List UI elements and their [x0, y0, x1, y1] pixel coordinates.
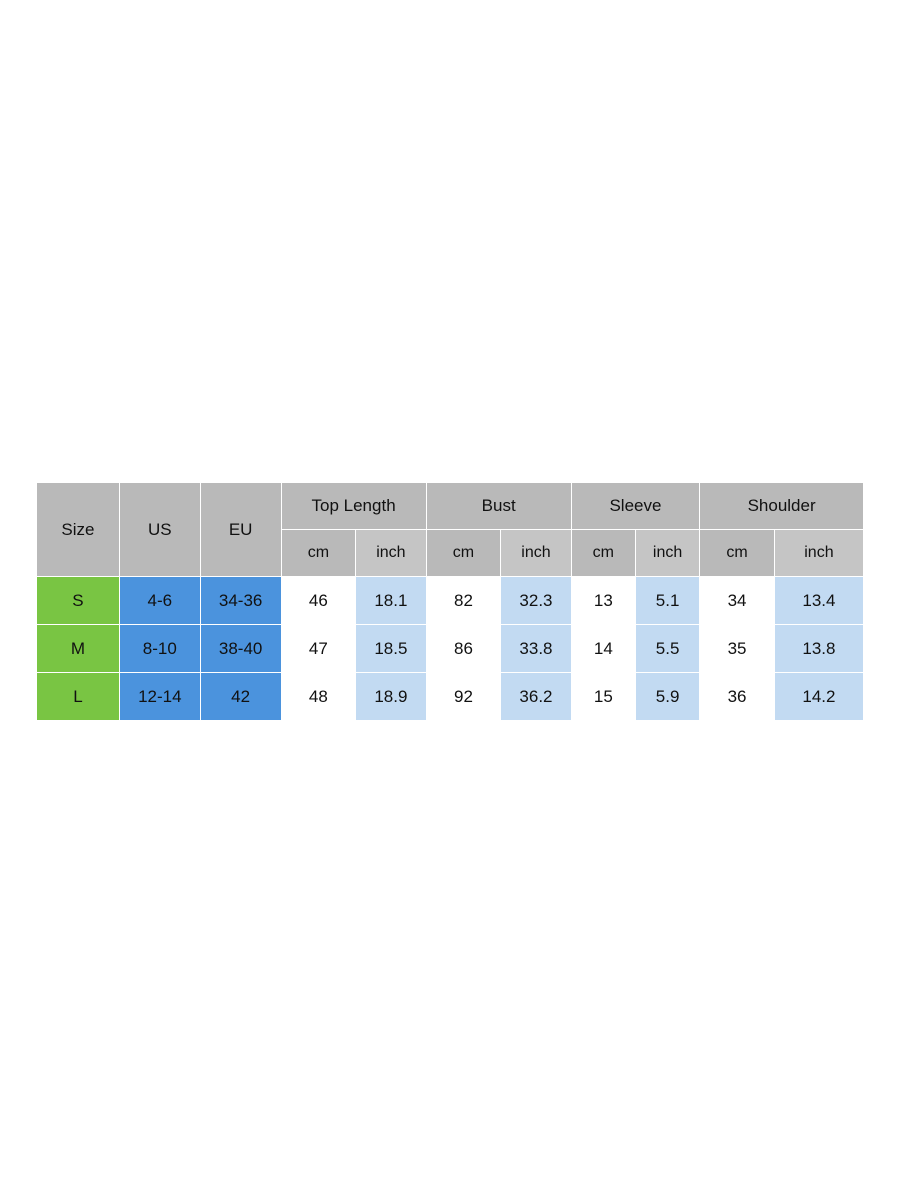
cell-size: M [37, 625, 120, 673]
unit-header-shoulder-cm: cm [700, 530, 775, 577]
unit-header-top-length-cm: cm [281, 530, 356, 577]
table-row [37, 673, 864, 721]
cell-top-length-inch: 18.5 [356, 625, 426, 673]
cell-us: 8-10 [119, 625, 200, 673]
cell-sleeve-cm: 14 [571, 625, 635, 673]
cell-bust-inch: 33.8 [501, 625, 571, 673]
table-row [37, 577, 864, 625]
cell-shoulder-inch: 13.8 [774, 625, 863, 673]
unit-header-bust-inch: inch [501, 530, 571, 577]
cell-shoulder-cm: 35 [700, 625, 775, 673]
cell-eu: 38-40 [200, 625, 281, 673]
cell-size: S [37, 577, 120, 625]
cell-bust-cm: 92 [426, 673, 501, 721]
column-header-us: US [119, 483, 200, 577]
column-header-top-length: Top Length [281, 483, 426, 530]
cell-top-length-inch: 18.9 [356, 673, 426, 721]
size-chart-container [36, 482, 864, 721]
cell-sleeve-inch: 5.1 [635, 577, 699, 625]
unit-header-sleeve-inch: inch [635, 530, 699, 577]
cell-shoulder-cm: 36 [700, 673, 775, 721]
cell-top-length-cm: 46 [281, 577, 356, 625]
unit-header-top-length-inch: inch [356, 530, 426, 577]
unit-header-sleeve-cm: cm [571, 530, 635, 577]
cell-sleeve-cm: 13 [571, 577, 635, 625]
unit-header-bust-cm: cm [426, 530, 501, 577]
cell-bust-cm: 82 [426, 577, 501, 625]
cell-sleeve-inch: 5.9 [635, 673, 699, 721]
column-header-bust: Bust [426, 483, 571, 530]
cell-top-length-cm: 47 [281, 625, 356, 673]
cell-bust-cm: 86 [426, 625, 501, 673]
cell-us: 12-14 [119, 673, 200, 721]
cell-sleeve-inch: 5.5 [635, 625, 699, 673]
cell-size: L [37, 673, 120, 721]
cell-bust-inch: 36.2 [501, 673, 571, 721]
cell-bust-inch: 32.3 [501, 577, 571, 625]
size-chart-table [36, 482, 864, 721]
unit-header-shoulder-inch: inch [774, 530, 863, 577]
column-header-sleeve: Sleeve [571, 483, 700, 530]
cell-shoulder-inch: 14.2 [774, 673, 863, 721]
cell-eu: 34-36 [200, 577, 281, 625]
cell-top-length-inch: 18.1 [356, 577, 426, 625]
column-header-eu: EU [200, 483, 281, 577]
cell-eu: 42 [200, 673, 281, 721]
cell-sleeve-cm: 15 [571, 673, 635, 721]
column-header-size: Size [37, 483, 120, 577]
column-header-shoulder: Shoulder [700, 483, 864, 530]
cell-top-length-cm: 48 [281, 673, 356, 721]
cell-shoulder-cm: 34 [700, 577, 775, 625]
table-row [37, 625, 864, 673]
cell-shoulder-inch: 13.4 [774, 577, 863, 625]
table-header-group-row [37, 483, 864, 530]
cell-us: 4-6 [119, 577, 200, 625]
